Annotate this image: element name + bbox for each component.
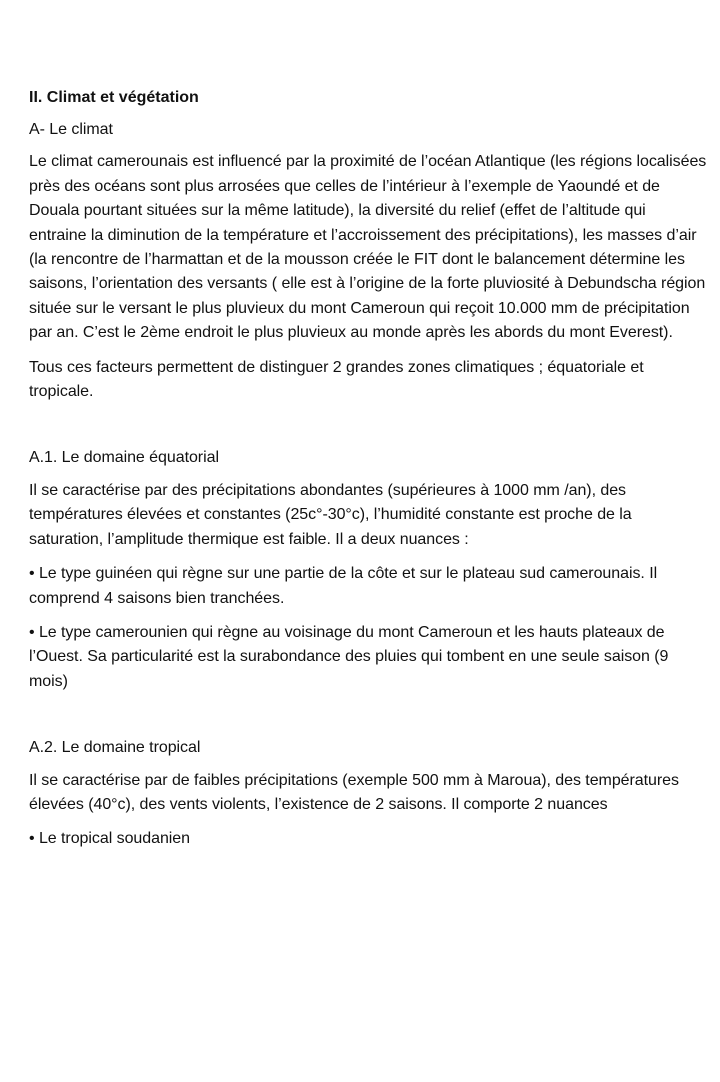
paragraph-tropical: Il se caractérise par de faibles précipitations (exemple 500 mm à Maroua), des températures élevées (40°c), des vents violents, l’existence de 2 saisons. Il comporte 2 nuances [29, 771, 679, 813]
bullet-guinean-type: • Le type guinéen qui règne sur une partie de la côte et sur le plateau sud camerounais. Il comprend 4 saisons bien tranchées. [29, 565, 658, 607]
subsection-title-climate: A- Le climat [29, 121, 113, 138]
paragraph-climate-factors: Le climat camerounais est influencé par la proximité de l’océan Atlantique (les régions localisées près des océans sont plus arrosées que celles de l’intérieur à l’exemple de Yaoundé et de Douala pourtant situées sur la même latitude), la diversité du relief (effet de l’altitude qui entraine la diminution de la température et l’accroissement des précipitations), les masses d’air (la rencontre de l’harmattan et de la mousson créée le FIT dont le balancement détermine les saisons, l’orientation des versants ( elle est à l’origine de la forte pluviosité à Debundscha région située sur le versant le plus pluvieux du mont Cameroun qui reçoit 10.000 mm de précipitation par an. C’est le 2ème endroit le plus pluvieux au monde après les abords du mont Everest). [29, 153, 707, 342]
subsection-title-equatorial: A.1. Le domaine équatorial [29, 449, 219, 467]
bullet-cameroonian-type: • Le type camerounien qui règne au voisinage du mont Cameroun et les hauts plateaux de l’Ouest. Sa particularité est la surabondance des pluies qui tombent en une seule saison (9 mois) [29, 623, 669, 690]
paragraph-climate-zones: Tous ces facteurs permettent de distinguer 2 grandes zones climatiques ; équatoriale et tropicale. [29, 358, 644, 401]
bullet-sudanian-type: • Le tropical soudanien [29, 830, 191, 848]
section-title: II. Climat et végétation [29, 89, 199, 106]
subsection-title-tropical: A.2. Le domaine tropical [29, 739, 201, 757]
document-page [29, 86, 707, 862]
paragraph-equatorial: Il se caractérise par des précipitations abondantes (supérieures à 1000 mm /an), des températures élevées et constantes (25c°-30°c), l’humidité constante est proche de la saturation, l’amplitude thermique est faible. Il a deux nuances : [29, 481, 632, 548]
